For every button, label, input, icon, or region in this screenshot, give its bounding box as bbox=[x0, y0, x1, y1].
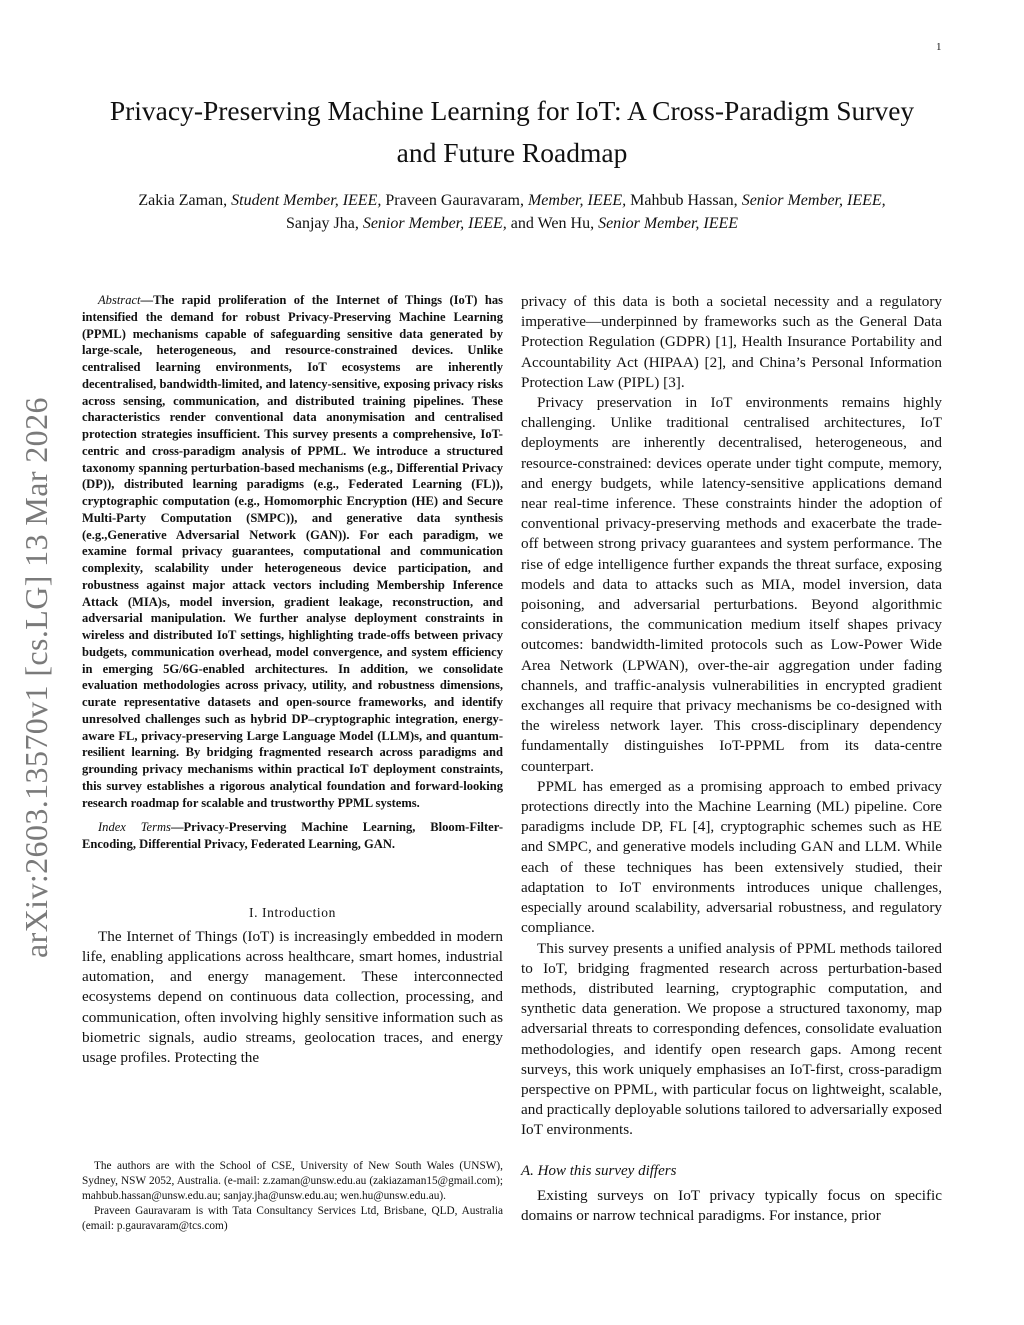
author-name: Praveen Gauravaram, bbox=[381, 192, 528, 209]
subsection-heading: A. How this survey differs bbox=[521, 1162, 677, 1179]
author-list bbox=[118, 190, 906, 235]
body-paragraph: This survey presents a unified analysis of PPML methods tailored to IoT, bridging fragmented research across perturbation-based methods, distributed learning, cryptographic computation, and synthetic data generation. We propose a structured taxonomy, map adversarial threats to corresponding defences, consolidate evaluation methodologies, and identify open research gaps. Among recent surveys, this work uniquely emphasises an IoT-first, cross-paradigm perspective on PPML, with particular focus on lightweight, scalable, and practically deployable solutions tailored to adversarially exposed IoT environments. bbox=[521, 939, 942, 1139]
left-column bbox=[82, 292, 503, 1068]
footnotes bbox=[82, 1159, 503, 1234]
author-affiliation: Senior Member, IEEE, bbox=[741, 192, 886, 209]
author-affiliation: Senior Member, IEEE, bbox=[362, 214, 507, 232]
abstract-label: Abstract bbox=[98, 293, 141, 307]
section-heading: I. Introduction bbox=[249, 904, 336, 920]
body-paragraph: Privacy preservation in IoT environments remains highly challenging. Unlike traditional centralised architectures, IoT deployments are inherently decentralised, heterogeneous, and resource-constrained: devices operate under tight compute, memory, and energy budgets, while latency-sensitive applications demand near real-time inference. These constraints hinder the adoption of conventional privacy-preserving methods and exacerbate the trade-off between strong privacy guarantees and system performance. The rise of edge intelligence further expands the threat surface, exposing models and data to attacks such as MIA, model inversion, data poisoning, and adversarial perturbations. Beyond algorithmic considerations, the communication medium itself shapes privacy outcomes: bandwidth-limited protocols such as Low-Power Wide Area Network (LPWAN), over-the-air aggregation under fading channels, and traffic-analysis vulnerabilities in encrypted gradient exchanges all require that privacy mechanisms be co-designed with the wireless network layer. This cross-disciplinary dependency fundamentally distinguishes IoT-PPML from its data-centre counterpart. bbox=[521, 394, 942, 775]
author-name: Zakia Zaman, bbox=[138, 192, 232, 209]
body-paragraph: Existing surveys on IoT privacy typically focus on specific domains or narrow technical paradigms. For instance, prior bbox=[521, 1186, 942, 1224]
author-affiliation: Senior Member, IEEE bbox=[598, 214, 739, 232]
abstract bbox=[82, 292, 503, 811]
footnote: The authors are with the School of CSE, University of New South Wales (UNSW), Sydney, NSW 2052, Australia. (e-mail: z.zaman@unsw.edu.au (zakiazaman15@gmail.com); mahbub.hassan@unsw.edu.au; sanjay.jha@unsw.edu.au; wen.hu@unsw.edu.au). bbox=[82, 1160, 503, 1202]
body-paragraph: privacy of this data is both a societal necessity and a regulatory imperative—underpinned by frameworks such as the General Data Protection Regulation (GDPR) [1], Health Insurance Portability and Accountability Act (HIPAA) [2], and China’s Personal Information Protection Law (PIPL) [3]. bbox=[521, 293, 942, 391]
author-name: Sanjay Jha, bbox=[285, 214, 363, 232]
author-name: and Wen Hu, bbox=[506, 214, 599, 232]
index-terms-label: Index Terms bbox=[98, 820, 171, 835]
abstract-text: —The rapid proliferation of the Internet of Things (IoT) has intensified the demand for robust Privacy-Preserving Machine Learning (PPML) mechanisms capable of safeguarding sensitive data generated by large-scale, heterogeneous, and resource-constrained devices. Unlike centralised learning environments, IoT ecosystems are inherently decentralised, bandwidth-limited, and latency-sensitive, exposing privacy risks across sensing, communication, and distributed training pipelines. These characteristics render conventional data anonymisation and centralised protection strategies insufficient. This survey presents a comprehensive, IoT-centric and cross-paradigm analysis of PPML. We introduce a structured taxonomy spanning perturbation-based mechanisms (e.g., Differential Privacy (DP)), distributed learning paradigms (e.g., Federated Learning (FL)), cryptographic computation (e.g., Homomorphic Encryption (HE) and Secure Multi-Party Computation (SMPC)), and generative data synthesis (e.g.,Generative Adversarial Network (GAN)). For each paradigm, we examine formal privacy guarantees, computational and communication complexity, scalability under heterogeneous device participation, and robustness against major attack vectors including Membership Inference Attack (MIA)s, model inversion, gradient leakage, reconstruction, and adversarial manipulation. We further analyse deployment constraints in wireless and distributed IoT settings, highlighting trade-offs between privacy budgets, communication overhead, model convergence, and system efficiency in emerging 5G/6G-enabled architectures. In addition, we consolidate evaluation methodologies across privacy, utility, and robustness dimensions, curate representative datasets and open-source frameworks, and identify unresolved challenges such as hybrid DP–cryptographic integration, energy-aware FL, privacy-preserving Large Language Model (LLM)s, and quantum-resilient learning. By bridging fragmented research across paradigms and grounding privacy mechanisms within practical IoT deployment constraints, this survey establishes a rigorous analytical foundation and forward-looking research roadmap for scalable and trustworthy PPML systems. bbox=[82, 293, 503, 810]
body-paragraph: The Internet of Things (IoT) is increasingly embedded in modern life, enabling applications across healthcare, smart homes, industrial automation, and energy management. These interconnected ecosystems depend on continuous data collection, processing, and communication, often involving highly sensitive information such as biometric signals, audio streams, geolocation traces, and energy usage profiles. Protecting the bbox=[82, 927, 503, 1066]
body-paragraph: PPML has emerged as a promising approach to embed privacy protections directly into the Machine Learning (ML) pipeline. Core paradigms include DP, FL [4], cryptographic schemes such as HE and SMPC, and generative models including GAN and LLM. While each of these techniques has been extensively studied, their adaptation to IoT environments introduces unique challenges, especially around scalability, adversarial robustness, and regulatory compliance. bbox=[521, 777, 942, 937]
author-affiliation: Student Member, IEEE, bbox=[231, 192, 382, 209]
arxiv-stamp: arXiv:2603.13570v1 [cs.LG] 13 Mar 2026 bbox=[18, 397, 54, 958]
author-affiliation: Member, IEEE, bbox=[527, 192, 627, 209]
author-name: Mahbub Hassan, bbox=[626, 192, 742, 209]
index-terms-text: —Privacy-Preserving Machine Learning, Bloom-Filter-Encoding, Differential Privacy, Federated Learning, GAN. bbox=[82, 820, 503, 851]
index-terms bbox=[82, 819, 503, 853]
page-number: 1 bbox=[936, 41, 942, 53]
footnote: Praveen Gauravaram is with Tata Consultancy Services Ltd, Brisbane, QLD, Australia (email: p.gauravaram@tcs.com) bbox=[82, 1205, 503, 1232]
paper-title: Privacy-Preserving Machine Learning for IoT: A Cross-Paradigm Survey and Future Roadmap bbox=[109, 95, 915, 168]
right-column bbox=[521, 292, 942, 1226]
